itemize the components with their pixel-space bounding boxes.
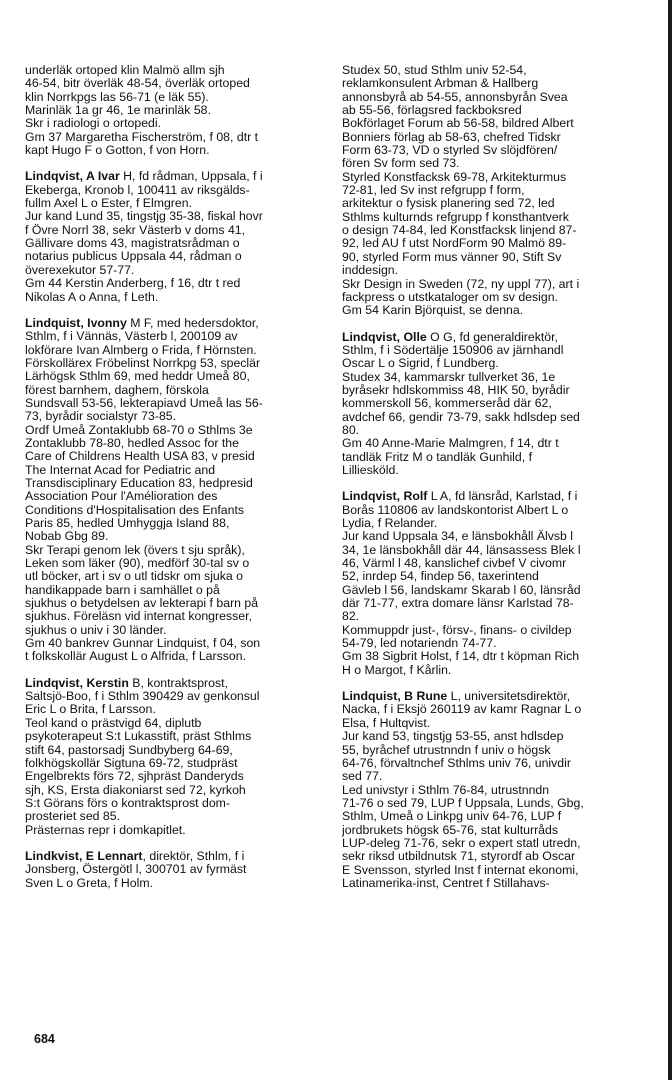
entry-name: Lindkvist, E Lennart <box>25 848 143 863</box>
text-line <box>342 224 642 237</box>
entry-text: sekr riksd utbildnutsk 71, styrordf ab Oscar <box>342 849 576 864</box>
biography-entry <box>25 677 325 837</box>
entry-text: Sundsvall 53-56, lekterapiavd Umeå las 56- <box>25 395 263 410</box>
text-line <box>342 144 642 157</box>
entry-text: Conditions d'Hospitalisation des Enfants <box>25 502 245 517</box>
text-line <box>25 237 325 250</box>
text-line <box>342 517 642 530</box>
text-line <box>342 837 642 850</box>
text-line <box>25 77 325 90</box>
text-line <box>342 797 642 810</box>
text-line <box>25 117 325 130</box>
entry-text: Skr Terapi genom lek (övers t sju språk), <box>25 542 245 557</box>
text-line <box>342 597 642 610</box>
text-line <box>342 717 642 730</box>
entry-text: sed 77. <box>342 769 383 784</box>
text-line <box>25 344 325 357</box>
text-line <box>342 437 642 450</box>
entry-text: sjukhus o univ i 30 länder. <box>25 622 167 637</box>
entry-text: Bokförlaget Forum ab 56-58, bildred Albert <box>342 116 574 131</box>
entry-name: Lindqvist, Kerstin <box>25 675 129 690</box>
entry-text: Ordf Umeå Zontaklubb 68-70 o Sthlms 3e <box>25 422 253 437</box>
text-line <box>25 357 325 370</box>
entry-text: Engelbrekts förs 72, sjhpräst Danderyds <box>25 769 244 784</box>
entry-text: Skr i radiologi o ortopedi. <box>25 116 162 131</box>
text-line <box>342 877 642 890</box>
entry-text: Gm 54 Karin Björquist, se denna. <box>342 303 524 318</box>
text-line <box>342 331 642 344</box>
entry-text: 82. <box>342 609 360 624</box>
text-line <box>342 703 642 716</box>
text-line <box>342 77 642 90</box>
text-line <box>25 530 325 543</box>
entry-text: Teol kand o prästvigd 64, diplutb <box>25 715 202 730</box>
entry-text: stift 64, pastorsadj Sundbyberg 64-69, <box>25 742 233 757</box>
text-line <box>25 690 325 703</box>
biography-entry <box>342 331 642 478</box>
text-line <box>342 291 642 304</box>
text-line <box>342 344 642 357</box>
entry-name: Lindqvist, Olle <box>342 329 427 344</box>
entry-text: Sthlm, f i Södertälje 150906 av järnhandl <box>342 342 564 357</box>
text-line <box>25 703 325 716</box>
text-line <box>342 824 642 837</box>
entry-text: LUP-deleg 71-76, sekr o expert statl utredn, <box>342 835 581 850</box>
entry-text: fackpress o utstkataloger om sv design. <box>342 289 558 304</box>
text-line <box>342 424 642 437</box>
text-line <box>342 637 642 650</box>
entry-text: Gm 40 bankrev Gunnar Lindquist, f 04, son <box>25 636 261 651</box>
entry-text: Led univstyr i Sthlm 76-84, utrustnndn <box>342 782 550 797</box>
text-line <box>342 810 642 823</box>
text-line <box>25 410 325 423</box>
entry-text: Förskollärex Fröbelinst Norrkpg 53, speclär <box>25 355 261 370</box>
entry-text: Lärhögsk Sthlm 69, med heddr Umeå 80, <box>25 369 250 384</box>
text-line <box>342 610 642 623</box>
text-line <box>342 570 642 583</box>
entry-text: 46, Värml l 48, kanslichef civbef V civomr <box>342 556 567 571</box>
text-line <box>342 184 642 197</box>
entry-text: f Övre Norrl 38, sekr Västerb v doms 41, <box>25 222 246 237</box>
entry-text: 55, byråchef utrustnndn f univ o högsk <box>342 742 551 757</box>
entry-text: sjukhus o betydelsen av lekterapi f barn på <box>25 596 259 611</box>
text-line <box>25 104 325 117</box>
entry-text: Transdisciplinary Education 83, hedpresid <box>25 475 253 490</box>
text-line <box>25 517 325 530</box>
entry-text: Eric L o Brita, f Larsson. <box>25 702 156 717</box>
text-line <box>25 863 325 876</box>
text-line <box>342 104 642 117</box>
text-line <box>342 650 642 663</box>
text-line <box>342 157 642 170</box>
entry-text: S:t Görans förs o kontraktsprost dom- <box>25 795 231 810</box>
entry-text: Gävleb l 56, landskamr Skarab l 60, länsråd <box>342 582 581 597</box>
biography-entry <box>342 490 642 677</box>
text-line <box>342 864 642 877</box>
entry-text: kommerskoll 56, kommerseråd där 62, <box>342 396 552 411</box>
text-line <box>342 770 642 783</box>
entry-text: Zontaklubb 78-80, hedled Assoc for the <box>25 435 239 450</box>
entry-text: Gm 40 Anne-Marie Malmgren, f 14, dtr t <box>342 436 559 451</box>
text-line <box>25 397 325 410</box>
text-line <box>342 131 642 144</box>
text-line <box>25 144 325 157</box>
text-line <box>25 210 325 223</box>
entry-name: Lindqvist, Rolf <box>342 489 428 504</box>
biography-entry <box>342 690 642 890</box>
text-line <box>25 464 325 477</box>
text-line <box>342 850 642 863</box>
text-line <box>25 224 325 237</box>
text-line <box>25 677 325 690</box>
text-line <box>342 557 642 570</box>
entry-text: Care of Childrens Health USA 83, v presid <box>25 449 255 464</box>
biography-entry <box>25 317 325 664</box>
text-line <box>342 197 642 210</box>
text-line <box>25 637 325 650</box>
biography-entry <box>25 64 325 157</box>
entry-text: Gällivare doms 43, magistratsrådman o <box>25 236 240 251</box>
entry-text: Jonsberg, Östergötl l, 300701 av fyrmäst <box>25 862 247 877</box>
entry-text: 90, styrled Form mus vänner 90, Stift Sv <box>342 249 562 264</box>
entry-text: Studex 50, stud Sthlm univ 52-54, <box>342 63 527 77</box>
entry-text: L, universitetsdirektör, <box>447 689 571 704</box>
entry-text: förest barnhem, daghem, förskola <box>25 382 209 397</box>
biography-entry <box>25 850 325 890</box>
text-line <box>342 504 642 517</box>
entry-text: utl böcker, art i sv o utl tidskr om sjuka o <box>25 569 244 584</box>
text-line <box>342 304 642 317</box>
text-line <box>25 264 325 277</box>
text-line <box>342 211 642 224</box>
text-line <box>342 624 642 637</box>
entry-text: 72-81, led Sv inst refgrupp f form, <box>342 183 525 198</box>
text-line <box>25 624 325 637</box>
entry-text: Oscar L o Sigrid, f Lundberg. <box>342 356 499 371</box>
text-line <box>342 730 642 743</box>
text-line <box>25 784 325 797</box>
text-line <box>342 64 642 77</box>
text-line <box>25 170 325 183</box>
entry-text: avdchef 66, gendir 73-79, sakk hdlsdep sed <box>342 409 580 424</box>
text-line <box>25 384 325 397</box>
entry-text: 46-54, bitr överläk 48-54, överläk ortoped <box>25 76 250 91</box>
entry-text: Bonniers förlag ab 58-63, chefred Tidskr <box>342 129 561 144</box>
entry-text: reklamkonsulent Arbman & Hallberg <box>342 76 539 91</box>
biography-entry <box>25 170 325 303</box>
entry-text: handikappade barn i samhället o på <box>25 582 220 597</box>
entry-text: arkitektur o fysisk planering sed 72, led <box>342 196 555 211</box>
text-line <box>25 277 325 290</box>
page-number: 684 <box>34 1032 55 1046</box>
entry-text: o design 74-84, led Konstfacksk linjend 87- <box>342 223 577 238</box>
text-line <box>25 610 325 623</box>
entry-text: Nacka, f i Eksjö 260119 av kamr Ragnar L o <box>342 702 582 717</box>
text-line <box>342 237 642 250</box>
text-line <box>25 490 325 503</box>
entry-text: 73, byrådir socialstyr 73-85. <box>25 409 177 424</box>
text-line <box>342 544 642 557</box>
text-line <box>342 264 642 277</box>
entry-text: Styrled Konstfacksk 69-78, Arkitekturmus <box>342 169 567 184</box>
entry-text: L A, fd länsråd, Karlstad, f i <box>427 489 578 504</box>
entry-text: psykoterapeut S:t Lukasstift, präst Sthlms <box>25 729 252 744</box>
text-line <box>25 450 325 463</box>
text-line <box>25 91 325 104</box>
entry-text: The Internat Acad for Pediatric and <box>25 462 216 477</box>
entry-text: Borås 110806 av landskontorist Albert L o <box>342 502 569 517</box>
entry-text: sjukhus. Föreläsn vid internat kongresser, <box>25 609 252 624</box>
text-line <box>342 397 642 410</box>
entry-text: sjh, KS, Ersta diakoniarst sed 72, kyrkoh <box>25 782 246 797</box>
text-line <box>25 730 325 743</box>
entry-text: kapt Hugo F o Gotton, f von Horn. <box>25 143 210 158</box>
text-line <box>25 557 325 570</box>
text-line <box>25 64 325 77</box>
entry-text: Nobab Gbg 89. <box>25 529 109 544</box>
entry-text: Leken som läker (90), medförf 30-tal sv o <box>25 556 250 571</box>
text-line <box>342 117 642 130</box>
entry-text: Sthlm, f i Vännäs, Västerb l, 200109 av <box>25 329 238 344</box>
entry-text: notarius publicus Uppsala 44, rådman o <box>25 249 242 264</box>
entry-text: Elsa, f Hultqvist. <box>342 715 431 730</box>
text-line <box>25 717 325 730</box>
text-line <box>25 757 325 770</box>
text-line <box>25 317 325 330</box>
entry-text: Ekeberga, Kronob l, 100411 av riksgälds- <box>25 182 250 197</box>
entry-text: fullm Axel L o Ester, f Elmgren. <box>25 196 192 211</box>
entry-text: Marinläk 1a gr 46, 1e marinläk 58. <box>25 103 211 118</box>
text-line <box>25 744 325 757</box>
text-line <box>342 278 642 291</box>
entry-text: fören Sv form sed 73. <box>342 156 460 171</box>
text-line <box>25 824 325 837</box>
entry-name: Lindquist, Ivonny <box>25 315 127 330</box>
text-line <box>342 384 642 397</box>
entry-text: byråsekr hdlskommiss 48, HIK 50, byrådir <box>342 382 570 397</box>
text-line <box>342 584 642 597</box>
entry-text: E Svensson, styrled Inst f internat ekonomi, <box>342 862 579 877</box>
entry-text: Jur kand 53, tingstjg 53-55, anst hdlsdep <box>342 729 564 744</box>
entry-text: Jur kand Lund 35, tingstjg 35-38, fiskal hovr <box>25 209 263 224</box>
entry-text: H, fd rådman, Uppsala, f i <box>119 169 263 184</box>
text-line <box>25 877 325 890</box>
text-line <box>342 411 642 424</box>
text-line <box>25 504 325 517</box>
text-line <box>25 437 325 450</box>
entry-text: Lilliesköld. <box>342 462 399 477</box>
entry-text: H o Margot, f Kårlin. <box>342 662 452 677</box>
text-line <box>342 171 642 184</box>
entry-text: tandläk Fritz M o tandläk Gunhild, f <box>342 449 533 464</box>
text-line <box>25 797 325 810</box>
entry-text: Gm 38 Sigbrit Holst, f 14, dtr t köpman Rich <box>342 649 580 664</box>
entry-text: Nikolas A o Anna, f Leth. <box>25 289 159 304</box>
entry-text: lokförare Ivan Almberg o Frida, f Hörnsten. <box>25 342 257 357</box>
text-line <box>25 584 325 597</box>
entry-text: Sven L o Greta, f Holm. <box>25 875 154 890</box>
entry-text: Skr Design in Sweden (72, ny uppl 77), art i <box>342 276 580 291</box>
text-line <box>342 451 642 464</box>
text-line <box>25 291 325 304</box>
entry-text: inddesign. <box>342 263 399 278</box>
text-line <box>25 424 325 437</box>
text-line <box>25 330 325 343</box>
entry-text: Studex 34, kammarskr tullverket 36, 1e <box>342 369 556 384</box>
entry-text: 92, led AU f utst NordForm 90 Malmö 89- <box>342 236 567 251</box>
text-line <box>25 250 325 263</box>
entry-text: Sthlms kulturnds refgrupp f konsthantverk <box>342 209 569 224</box>
text-line <box>25 184 325 197</box>
text-line <box>342 744 642 757</box>
biography-entry <box>342 64 642 318</box>
entry-text: Lydia, f Relander. <box>342 516 438 530</box>
entry-name: Lindqvist, A Ivar <box>25 169 120 184</box>
entry-text: Gm 44 Kerstin Anderberg, f 16, dtr t red <box>25 276 241 291</box>
entry-text: 34, 1e länsbokhåll där 44, länsassess Blek l <box>342 542 581 557</box>
entry-text: folkhögskollär Sigtuna 69-72, studpräst <box>25 755 238 770</box>
text-line <box>25 370 325 383</box>
entry-text: där 71-77, extra domare länsr Karlstad 78- <box>342 596 574 611</box>
text-line <box>342 530 642 543</box>
left-column <box>25 64 325 890</box>
entry-text: Gm 37 Margaretha Fischerström, f 08, dtr t <box>25 129 259 144</box>
entry-text: underläk ortoped klin Malmö allm sjh <box>25 63 225 77</box>
entry-text: Latinamerika-inst, Centret f Stillahavs- <box>342 875 550 890</box>
entry-text: Saltsjö-Boo, f i Sthlm 390429 av genkonsul <box>25 689 260 704</box>
text-line <box>25 131 325 144</box>
entry-text: t folkskollär August L o Alfrida, f Larsson. <box>25 649 247 664</box>
entry-text: Jur kand Uppsala 34, e länsbokhåll Älvsb l <box>342 529 574 544</box>
entry-text: Form 63-73, VD o styrled Sv slöjdfören/ <box>342 143 558 158</box>
text-line <box>25 544 325 557</box>
entry-text: Paris 85, hedled Umhyggja Island 88, <box>25 516 230 530</box>
entry-text: jordbrukets högsk 65-76, stat kulturråds <box>342 822 558 837</box>
entry-text: Kommuppdr just-, försv-, finans- o civildep <box>342 622 572 637</box>
text-line <box>342 664 642 677</box>
entry-text: , direktör, Sthlm, f i <box>142 848 245 863</box>
text-line <box>342 757 642 770</box>
entry-text: M F, med hedersdoktor, <box>126 315 259 330</box>
text-line <box>342 91 642 104</box>
entry-text: prosteriet sed 85. <box>25 809 121 824</box>
text-line <box>25 850 325 863</box>
entry-text: ab 55-56, förlagsred fackboksred <box>342 103 522 118</box>
entry-text: överexekutor 57-77. <box>25 262 135 277</box>
page-edge-shadow <box>668 0 672 1080</box>
text-line <box>25 597 325 610</box>
entry-text: klin Norrkpgs las 56-71 (e läk 55). <box>25 89 209 104</box>
text-line <box>25 650 325 663</box>
entry-text: Sthlm, Umeå o Linkpg univ 64-76, LUP f <box>342 809 562 824</box>
text-line <box>25 810 325 823</box>
text-line <box>342 464 642 477</box>
text-line <box>342 784 642 797</box>
right-column <box>342 64 642 890</box>
entry-text: 71-76 o sed 79, LUP f Uppsala, Lunds, Gbg, <box>342 795 584 810</box>
text-line <box>342 357 642 370</box>
text-line <box>342 490 642 503</box>
entry-text: Prästernas repr i domkapitlet. <box>25 822 186 837</box>
text-line <box>25 477 325 490</box>
text-line <box>342 371 642 384</box>
entry-text: 52, inrdep 54, findep 56, taxerintend <box>342 569 539 584</box>
entry-text: B, kontraktsprost, <box>128 675 228 690</box>
entry-name: Lindquist, B Rune <box>342 689 448 704</box>
entry-text: O G, fd generaldirektör, <box>426 329 558 344</box>
text-line <box>342 690 642 703</box>
entry-text: Association Pour l'Amélioration des <box>25 489 218 504</box>
entry-text: annonsbyrå ab 54-55, annonsbyrån Svea <box>342 89 568 104</box>
text-line <box>25 570 325 583</box>
entry-text: 64-76, förvaltnchef Sthlms univ 76, univdir <box>342 755 571 770</box>
entry-text: 54-79, led notariendn 74-77. <box>342 636 497 651</box>
entry-text: 80. <box>342 422 360 437</box>
text-line <box>25 770 325 783</box>
text-line <box>25 197 325 210</box>
text-line <box>342 251 642 264</box>
